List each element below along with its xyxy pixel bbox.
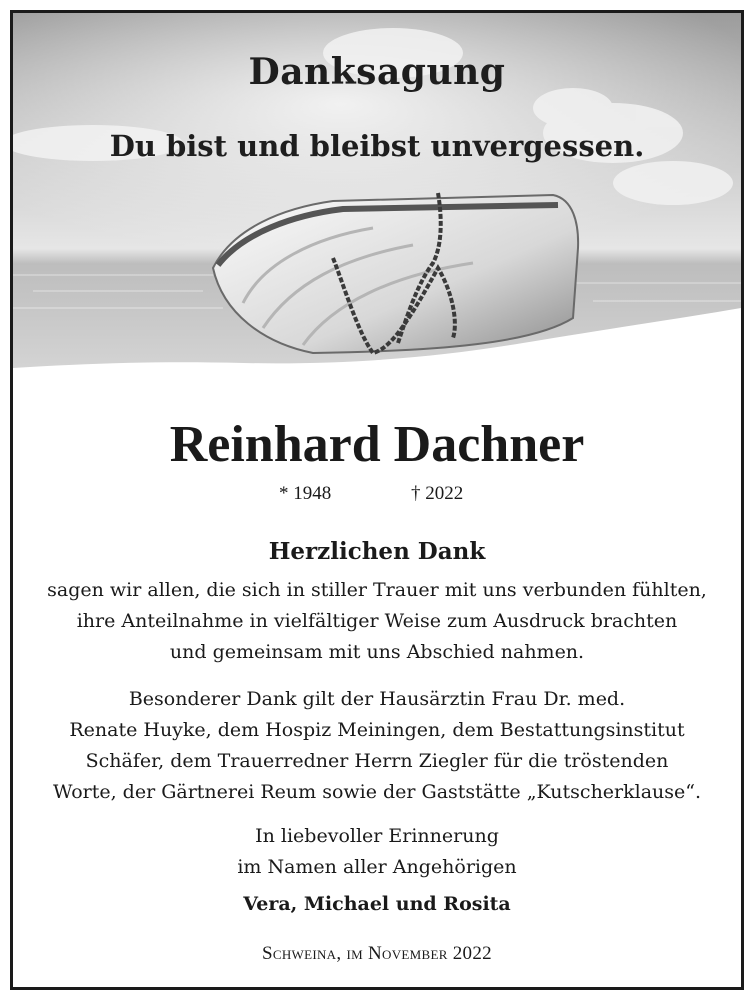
- birth-year: * 1948: [279, 483, 332, 504]
- page-title: Danksagung: [248, 51, 506, 93]
- text-line: und gemeinsam mit uns Abschied nahmen.: [169, 641, 585, 663]
- page-subtitle: Du bist und bleibst unvergessen.: [109, 129, 645, 163]
- text-line: Renate Huyke, dem Hospiz Meiningen, dem Bestattungsinstitut: [69, 719, 685, 741]
- text-line: ihre Anteilnahme in vielfältiger Weise zum Ausdruck brachten: [76, 610, 678, 632]
- text-line: In liebevoller Erinnerung: [255, 825, 499, 847]
- thanks-paragraph: [13, 575, 741, 668]
- text-line: im Namen aller Angehörigen: [237, 856, 517, 878]
- signers: Vera, Michael und Rosita: [243, 893, 511, 915]
- closing-block: [13, 821, 741, 883]
- text-line: Worte, der Gärtnerei Reum sowie der Gaststätte „Kutscherklause“.: [52, 781, 702, 803]
- text-line: Besonderer Dank gilt der Hausärztin Frau Dr. med.: [128, 688, 626, 710]
- text-line: sagen wir allen, die sich in stiller Trauer mit uns verbunden fühlten,: [47, 579, 707, 601]
- text-line: Schäfer, dem Trauerredner Herrn Ziegler für die tröstenden: [85, 750, 669, 772]
- death-year: † 2022: [411, 483, 464, 504]
- thanks-heading: Herzlichen Dank: [268, 538, 486, 565]
- obituary-card: [10, 10, 744, 990]
- special-thanks-paragraph: [13, 684, 741, 808]
- deceased-name: Reinhard Dachner: [169, 416, 585, 473]
- boat-photo: [13, 13, 741, 393]
- place-date: Schweina, im November 2022: [262, 943, 492, 964]
